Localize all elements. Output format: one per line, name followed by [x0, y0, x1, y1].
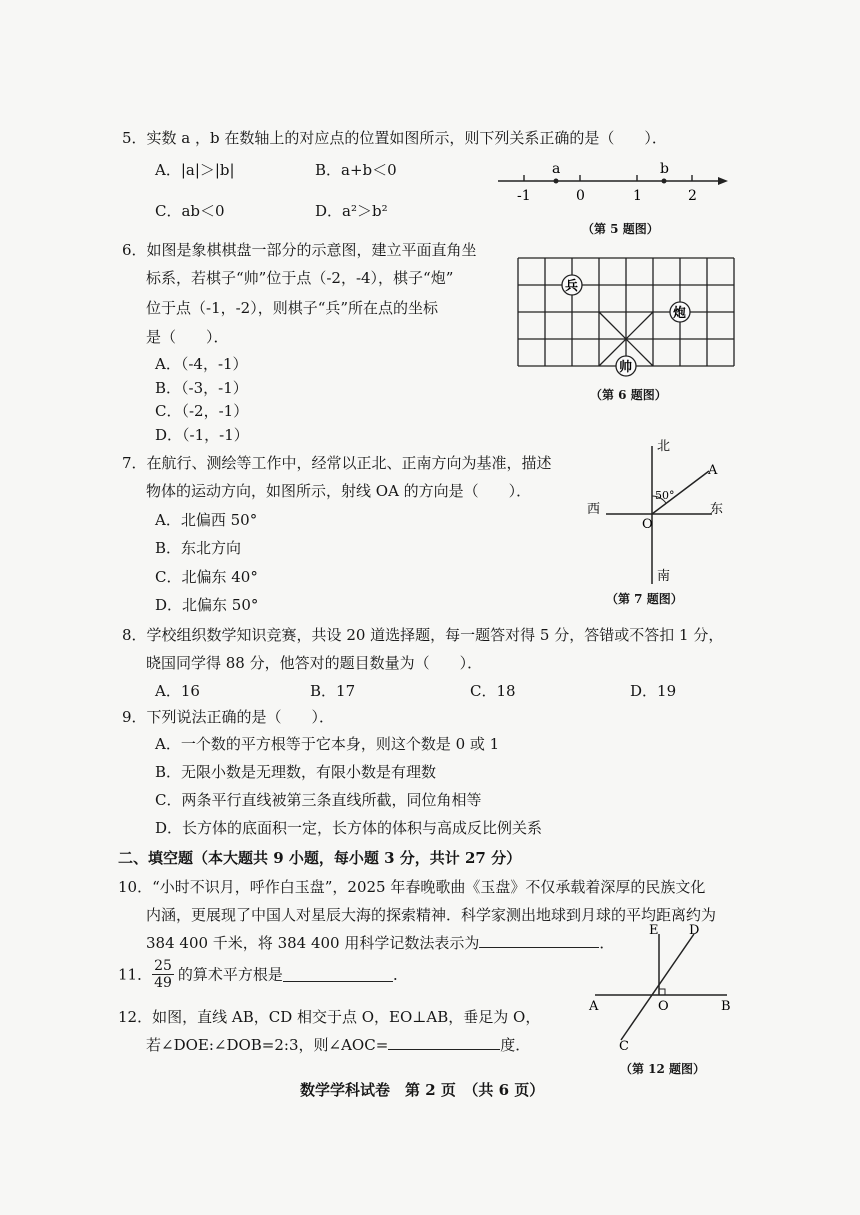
q12-stem-line1: 12．如图，直线 AB，CD 相交于点 O，EO⊥AB，垂足为 O，	[118, 1008, 541, 1026]
point-b-label: b	[660, 161, 669, 177]
tick-label: -1	[517, 188, 531, 204]
q8-option-b: B．17	[310, 682, 356, 700]
q6-chessboard	[510, 250, 742, 382]
q6-stem-line4: 是（ ）．	[146, 328, 229, 346]
point-a-label: A	[708, 463, 718, 478]
tick-label: 2	[688, 188, 697, 204]
q8-stem-line1: 8．学校组织数学知识竞赛，共设 20 道选择题，每一题答对得 5 分，答错或不答扣 1 分，	[122, 626, 724, 644]
q12-text: 若∠DOE:∠DOB=2:3，则∠AOC=	[146, 1036, 389, 1054]
arrow-icon	[718, 177, 728, 185]
q12-answer-blank[interactable]	[388, 1035, 500, 1050]
q7-option-d: D．北偏东 50°	[155, 596, 259, 614]
q10-answer-blank[interactable]	[479, 933, 599, 948]
q11-text: 的算术平方根是	[177, 965, 283, 984]
q11-line	[118, 958, 408, 991]
q8-option-a: A．16	[155, 682, 200, 700]
q10-text: 384 400 千米，将 384 400 用科学记数法表示为	[146, 934, 480, 952]
q9-option-b: B．无限小数是无理数，有限小数是有理数	[155, 763, 437, 781]
tick-label: 0	[576, 188, 585, 204]
q7-option-b: B．东北方向	[155, 539, 242, 557]
q6-stem-line1: 6．如图是象棋棋盘一部分的示意图，建立平面直角坐	[122, 241, 477, 259]
q8-option-c: C．18	[470, 682, 516, 700]
q6-option-c: C．（-2，-1）	[155, 402, 249, 420]
q5-stem: 5．实数 a ，b 在数轴上的对应点的位置如图所示，则下列关系正确的是（ ）．	[122, 129, 667, 147]
q7-stem-line2: 物体的运动方向，如图所示，射线 OA 的方向是（ ）．	[146, 482, 532, 500]
q7-option-a: A．北偏西 50°	[155, 511, 258, 529]
north-label: 北	[657, 439, 671, 454]
south-label: 南	[657, 569, 671, 584]
label-o: O	[658, 999, 669, 1014]
east-label: 东	[710, 502, 724, 517]
point-a-label: a	[552, 161, 561, 177]
q10-end: ．	[599, 934, 615, 952]
q5-number-line	[490, 155, 740, 215]
q12-figure-caption: （第 12 题图）	[620, 1062, 706, 1076]
west-label: 西	[587, 502, 601, 517]
q11-number: 11．	[118, 965, 153, 984]
q11-denominator: 49	[154, 975, 172, 991]
q6-option-a: A．（-4，-1）	[155, 355, 248, 373]
point-a-dot	[554, 179, 559, 184]
tick-label: 1	[633, 188, 642, 204]
q12-intersecting-lines-figure	[585, 920, 745, 1050]
q7-option-c: C．北偏东 40°	[155, 568, 258, 586]
q9-stem: 9．下列说法正确的是（ ）．	[122, 708, 335, 726]
q10-stem-line2: 内涵，更展现了中国人对星辰大海的探索精神．科学家测出地球到月球的平均距离约为	[146, 906, 717, 924]
q9-option-a: A．一个数的平方根等于它本身，则这个数是 0 或 1	[155, 735, 500, 753]
origin-label: O	[642, 517, 653, 532]
q6-option-b: B．（-3，-1）	[155, 379, 248, 397]
q11-numerator: 25	[154, 958, 172, 974]
q8-stem-line2: 晓国同学得 88 分，他答对的题目数量为（ ）．	[146, 654, 483, 672]
q6-option-d: D．（-1，-1）	[155, 426, 249, 444]
q9-option-c: C．两条平行直线被第三条直线所截，同位角相等	[155, 791, 482, 809]
q6-stem-line2: 标系，若棋子“帅”位于点（-2，-4），棋子“炮”	[146, 269, 454, 287]
q5-option-c: C．ab＜0	[155, 202, 225, 220]
q12-end: 度．	[500, 1036, 531, 1054]
q7-direction-figure	[580, 438, 740, 588]
right-angle-mark	[659, 989, 665, 995]
q11-fraction	[152, 958, 174, 991]
q12-stem-line2	[146, 1035, 530, 1055]
section2-heading: 二、填空题（本大题共 9 小题，每小题 3 分，共计 27 分）	[118, 849, 522, 867]
label-e: E	[649, 923, 659, 938]
q8-option-d: D．19	[630, 682, 677, 700]
label-d: D	[689, 923, 700, 938]
q9-option-d: D．长方体的底面积一定，长方体的体积与高成反比例关系	[155, 819, 543, 837]
q10-stem-line3	[146, 933, 614, 953]
label-c: C	[619, 1039, 629, 1050]
page-footer: 数学学科试卷 第 2 页 （共 6 页）	[300, 1081, 545, 1099]
q6-stem-line3: 位于点（-1，-2），则棋子“兵”所在点的坐标	[146, 299, 439, 317]
q11-end: ．	[392, 965, 408, 984]
label-a: A	[589, 999, 599, 1014]
q7-stem-line1: 7．在航行、测绘等工作中，经常以正北、正南方向为基准，描述	[122, 454, 552, 472]
q5-figure-caption: （第 5 题图）	[582, 222, 659, 236]
q5-option-b: B．a+b＜0	[315, 161, 397, 179]
q5-option-a: A．|a|＞|b|	[155, 161, 235, 179]
label-b: B	[721, 999, 731, 1014]
q6-figure-caption: （第 6 题图）	[590, 388, 667, 402]
angle-label: 50°	[655, 489, 675, 502]
q10-stem-line1: 10．“小时不识月，呼作白玉盘”，2025 年春晚歌曲《玉盘》不仅承载着深厚的民族文化	[118, 878, 706, 896]
pao-label: 炮	[673, 306, 687, 321]
line-cd	[621, 934, 694, 1040]
point-b-dot	[662, 179, 667, 184]
shuai-label: 帅	[619, 360, 633, 375]
q7-figure-caption: （第 7 题图）	[606, 592, 683, 606]
q11-answer-blank[interactable]	[283, 967, 393, 982]
q5-option-d: D．a²＞b²	[315, 202, 388, 220]
bing-label: 兵	[565, 279, 579, 294]
